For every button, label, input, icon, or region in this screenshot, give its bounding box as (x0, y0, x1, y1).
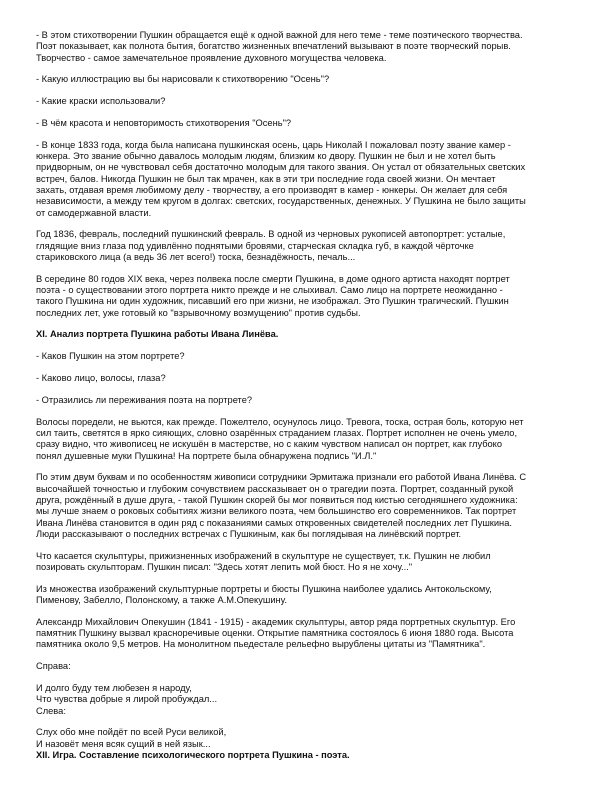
left-verse (36, 727, 574, 750)
right-label: Справа: (36, 661, 71, 672)
text-line: такого Пушкина ни один художник, писавший его при жизни, не изображал. Это Пушкин трагический. Пушкин (36, 296, 509, 307)
top-paragraph (36, 229, 574, 263)
text-line: - В чём красота и неповторимость стихотворения "Осень"? (36, 117, 292, 128)
text-line: придворным, он не чувствовал себя достаточно молодым для такого звания. Он устал от обязательных светских (36, 162, 526, 173)
text-line: Пименову, Забелло, Полонскому, а также А.М.Опекушину. (36, 594, 287, 605)
text-line: захать, отдавая время любимому делу - творчеству, а его производят в камер - юнкеры. Он желает для себя (36, 184, 508, 195)
text-line: Творчество - самое замечательное проявление духовного могущества человека. (36, 52, 387, 63)
text-line: последних лет, уже готовый ко "взрывочному возмущению" против судьбы. (36, 307, 361, 318)
text-line: - Каков Пушкин на этом портрете? (36, 351, 185, 362)
top-paragraph (36, 140, 574, 219)
text-line: сил таить, светятся в ярко сияющих, словно озарённых страданием глазах. Портрет исполнен не очень умело, (36, 427, 518, 438)
text-line: юнкера. Это звание обычно давалось молодым людям, близким ко двору. Пушкин не был и не хотел быть (36, 151, 496, 162)
verse-line: Слева: (36, 705, 66, 716)
text-line: сразу видно, что живописец не искушён в мастерстве, но с каким чувством написал он портрет, как глубоко (36, 439, 503, 450)
text-line: друга, рождённый в душе друга, - такой Пушкин скорей бы мог появиться под кистью сегодняшнего художника: (36, 494, 518, 505)
mid-paragraph (36, 417, 574, 462)
text-line: Волосы поредели, не вьются, как прежде. Пожелтело, осунулось лицо. Тревога, тоска, острая боль, которую нет (36, 416, 524, 427)
top-paragraph (36, 274, 574, 319)
right-verse (36, 683, 574, 717)
text-line: понял душевные муки Пушкина! На портрете была обнаружена подпись "И.Л." (36, 450, 377, 461)
text-line: - Какую иллюстрацию вы бы нарисовали к стихотворению "Осень"? (36, 74, 330, 85)
verse-line: Что чувства добрые я лирой пробуждал... (36, 694, 218, 705)
text-line: памятник Пушкину вызвал красноречивые оценки. Открытие памятника состоялось 6 июня 1880 года. Высота (36, 628, 514, 639)
mid-paragraph (36, 351, 574, 362)
verse-line: И назовёт меня всяк сущий в ней язык... (36, 738, 211, 749)
mid-paragraph (36, 551, 574, 574)
text-line: Из множества изображений скульптурные портреты и бюсты Пушкина наиболее удались Антокольскому, (36, 583, 492, 594)
text-line: - Отразились ли переживания поэта на портрете? (36, 394, 253, 405)
section-heading-xii: XII. Игра. Составление психологического портрета Пушкина - поэта. (36, 749, 350, 760)
verse-line: Слух обо мне пойдёт по всей Руси великой, (36, 727, 227, 738)
mid-paragraph (36, 395, 574, 406)
text-line: позировать скульпторам. Пушкин писал: "Здесь хотят лепить мой бюст. Но я не хочу..." (36, 561, 413, 572)
mid-paragraph (36, 373, 574, 384)
text-line: Люди рассказывают о последних встречах с Пушкиным, как бы поглядывая на линёвский портрет. (36, 528, 462, 539)
text-line: стариковского лица (а ведь 36 лет всего!) тоска, безнадёжность, печаль... (36, 251, 356, 262)
text-line: памятника около 9,5 метров. На монолитном пьедестале рельефно вырублены цитаты из "Памятника". (36, 639, 486, 650)
text-line: - Каково лицо, волосы, глаза? (36, 373, 166, 384)
text-line: - Какие краски использовали? (36, 96, 166, 107)
mid-paragraph (36, 617, 574, 651)
text-line: Год 1836, февраль, последний пушкинский февраль. В одной из черновых рукописей автопортрет: усталые, (36, 229, 506, 240)
text-line: встреч, балов. Никогда Пушкин не был так мрачен, как в эти три последние года своей жизни. Он мечтает (36, 173, 496, 184)
text-line: глядящие вниз глаза под удивлённо поднятыми бровями, старческая складка губ, в каждой чёрточке (36, 240, 474, 251)
top-paragraph (36, 118, 574, 129)
top-section (36, 30, 574, 319)
text-line: поэта - о существовании этого портрета никто прежде и не слыхивал. Само лицо на портрете неожиданно - (36, 285, 503, 296)
text-line: высочайшей точностью и глубоким сочувствием рассказывает он о трагедии поэта. Портрет, созданный рукой (36, 483, 514, 494)
text-line: В середине 80 годов XIX века, через полвека после смерти Пушкина, в доме одного артиста находят портрет (36, 273, 510, 284)
text-line: - В конце 1833 года, когда была написана пушкинская осень, царь Николай I пожаловал поэту звание камер - (36, 139, 511, 150)
text-line: - В этом стихотворении Пушкин обращается ещё к одной важной для него теме - теме поэтического творчества. (36, 30, 523, 40)
top-paragraph (36, 96, 574, 107)
text-line: По этим двум буквам и по особенностям живописи сотрудники Эрмитажа признали его работой Ивана Линёва. С (36, 472, 527, 483)
text-line: от самодержавной власти. (36, 207, 152, 218)
mid-paragraph (36, 472, 574, 540)
verse-line: И долго буду тем любезен я народу, (36, 682, 192, 693)
top-paragraph (36, 74, 574, 85)
text-line: Что касается скульптуры, прижизненных изображений в скульптуре не существует, т.к. Пушкин не любил (36, 550, 491, 561)
mid-paragraph (36, 584, 574, 607)
section-heading-xi: XI. Анализ портрета Пушкина работы Ивана Линёва. (36, 329, 279, 340)
mid-section (36, 351, 574, 650)
text-line: независимости, а между тем кругом в долгах: светских, государственных, денежных. У Пушкина не было защиты (36, 196, 526, 207)
text-line: мы лучше знаем о роковых событиях жизни великого поэта, чем большинство его современников. Так портрет (36, 506, 517, 517)
text-line: Поэт показывает, как полнота бытия, богатство жизненных впечатлений вызывают в поэте творческий порыв. (36, 41, 511, 52)
text-line: Ивана Линёва становится в один ряд с показаниями самых откровенных свидетелей последних лет Пушкина. (36, 517, 512, 528)
top-paragraph (36, 30, 574, 64)
text-line: Александр Михайлович Опекушин (1841 - 1915) - академик скульптуры, автор ряда портретных скульптур. Его (36, 616, 516, 627)
